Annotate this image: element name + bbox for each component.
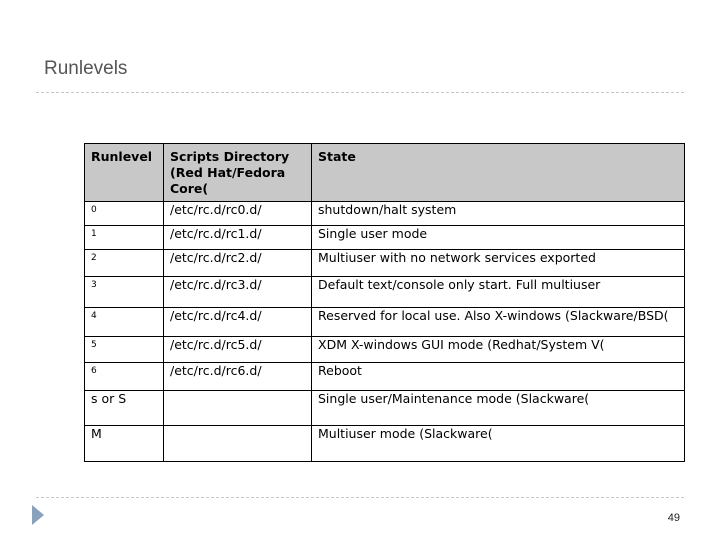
directory-cell — [164, 426, 312, 462]
header-state: State — [312, 144, 685, 202]
page-number: 49 — [667, 512, 680, 524]
runlevel-cell: s or S — [85, 391, 164, 426]
top-divider — [36, 92, 684, 93]
slide-bullet-icon — [32, 505, 44, 525]
slide-title: Runlevels — [44, 58, 128, 79]
runlevel-cell: 6 — [85, 363, 164, 391]
runlevel-cell: 1 — [85, 226, 164, 250]
state-cell: Multiuser mode (Slackware( — [312, 426, 685, 462]
runlevel-cell: 3 — [85, 277, 164, 308]
directory-cell — [164, 391, 312, 426]
table-row — [85, 426, 685, 462]
directory-cell: /etc/rc.d/rc6.d/ — [164, 363, 312, 391]
directory-cell: /etc/rc.d/rc0.d/ — [164, 202, 312, 226]
state-cell: XDM X-windows GUI mode (Redhat/System V( — [312, 337, 685, 363]
runlevels-table — [84, 143, 685, 462]
table-row — [85, 226, 685, 250]
header-scripts-directory: Scripts Directory (Red Hat/Fedora Core( — [164, 144, 312, 202]
bottom-divider — [36, 497, 684, 498]
state-cell: Multiuser with no network services exported — [312, 250, 685, 277]
runlevel-cell: 0 — [85, 202, 164, 226]
header-runlevel: Runlevel — [85, 144, 164, 202]
table-header-row — [85, 144, 685, 202]
directory-cell: /etc/rc.d/rc3.d/ — [164, 277, 312, 308]
state-cell: Default text/console only start. Full multiuser — [312, 277, 685, 308]
runlevel-cell: 4 — [85, 308, 164, 337]
directory-cell: /etc/rc.d/rc4.d/ — [164, 308, 312, 337]
table-row — [85, 277, 685, 308]
directory-cell: /etc/rc.d/rc2.d/ — [164, 250, 312, 277]
state-cell: Reserved for local use. Also X-windows (Slackware/BSD( — [312, 308, 685, 337]
table-row — [85, 202, 685, 226]
table-row — [85, 363, 685, 391]
state-cell: Single user mode — [312, 226, 685, 250]
table-row — [85, 337, 685, 363]
runlevel-cell: 2 — [85, 250, 164, 277]
directory-cell: /etc/rc.d/rc5.d/ — [164, 337, 312, 363]
table-row — [85, 308, 685, 337]
state-cell: Reboot — [312, 363, 685, 391]
table-row — [85, 391, 685, 426]
state-cell: Single user/Maintenance mode (Slackware( — [312, 391, 685, 426]
state-cell: shutdown/halt system — [312, 202, 685, 226]
table-row — [85, 250, 685, 277]
runlevel-cell: 5 — [85, 337, 164, 363]
directory-cell: /etc/rc.d/rc1.d/ — [164, 226, 312, 250]
runlevel-cell: M — [85, 426, 164, 462]
